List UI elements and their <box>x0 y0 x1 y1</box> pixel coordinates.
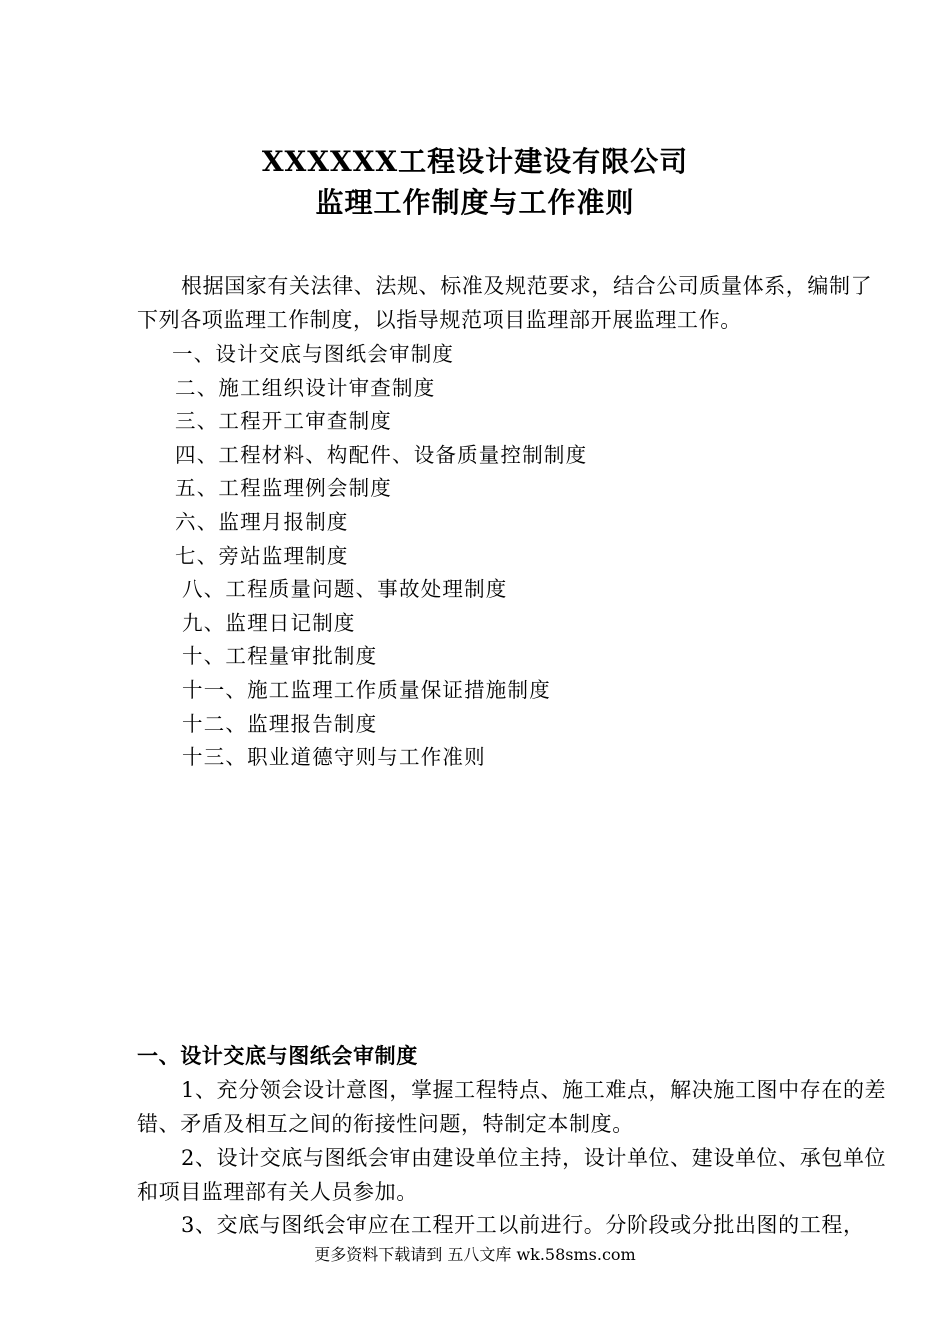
toc-item-text: 一、设计交底与图纸会审制度 <box>172 342 455 366</box>
toc-item-text: 十二、监理报告制度 <box>182 711 378 736</box>
toc-item-text: 三、工程开工审查制度 <box>175 409 392 434</box>
toc-item-text: 八、工程质量问题、事故处理制度 <box>182 577 508 602</box>
toc-item-text: 九、监理日记制度 <box>182 610 356 635</box>
toc-item-text: 六、监理月报制度 <box>175 509 349 534</box>
footer-text: 更多资料下载请到 五八文库 wk.58sms.com <box>314 1245 636 1264</box>
intro-paragraph <box>137 270 887 337</box>
toc-item <box>0 372 950 406</box>
toc-item <box>0 472 950 506</box>
section-paragraph <box>137 1142 887 1209</box>
toc-item-text: 七、旁站监理制度 <box>175 543 349 568</box>
toc-item-text: 十、工程量审批制度 <box>182 644 378 669</box>
document-title-company: XXXXXX工程设计建设有限公司 <box>261 145 689 178</box>
toc-item-text: 二、施工组织设计审查制度 <box>175 375 436 400</box>
toc-item <box>0 439 950 473</box>
document-title-main: 监理工作制度与工作准则 <box>315 186 635 219</box>
toc-item <box>0 607 950 641</box>
toc-item <box>0 338 950 372</box>
toc-item-text: 四、工程材料、构配件、设备质量控制制度 <box>175 442 588 467</box>
section-heading: 一、设计交底与图纸会审制度 <box>137 1043 418 1068</box>
toc-item <box>0 741 950 775</box>
toc-list <box>0 338 950 775</box>
toc-item <box>0 540 950 574</box>
toc-item <box>0 708 950 742</box>
toc-item <box>0 506 950 540</box>
toc-item <box>0 640 950 674</box>
toc-item-text: 十三、职业道德守则与工作准则 <box>182 745 486 770</box>
toc-item <box>0 405 950 439</box>
section-paragraph <box>137 1074 887 1141</box>
toc-item <box>0 573 950 607</box>
section-paragraph-text: 1、充分领会设计意图，掌握工程特点、施工难点，解决施工图中存在的差错、矛盾及相互之间的衔接性问题，特制定本制度。 <box>137 1078 887 1136</box>
toc-item-text: 十一、施工监理工作质量保证措施制度 <box>182 677 551 702</box>
section-paragraph <box>137 1209 887 1243</box>
toc-item-text: 五、工程监理例会制度 <box>175 476 392 501</box>
intro-text: 根据国家有关法律、法规、标准及规范要求，结合公司质量体系，编制了下列各项监理工作制度，以指导规范项目监理部开展监理工作。 <box>137 274 873 332</box>
toc-item <box>0 674 950 708</box>
section-paragraph-text: 2、设计交底与图纸会审由建设单位主持，设计单位、建设单位、承包单位和项目监理部有关人员参加。 <box>137 1146 887 1204</box>
section-paragraph-text: 3、交底与图纸会审应在工程开工以前进行。分阶段或分批出图的工程， <box>181 1213 865 1237</box>
